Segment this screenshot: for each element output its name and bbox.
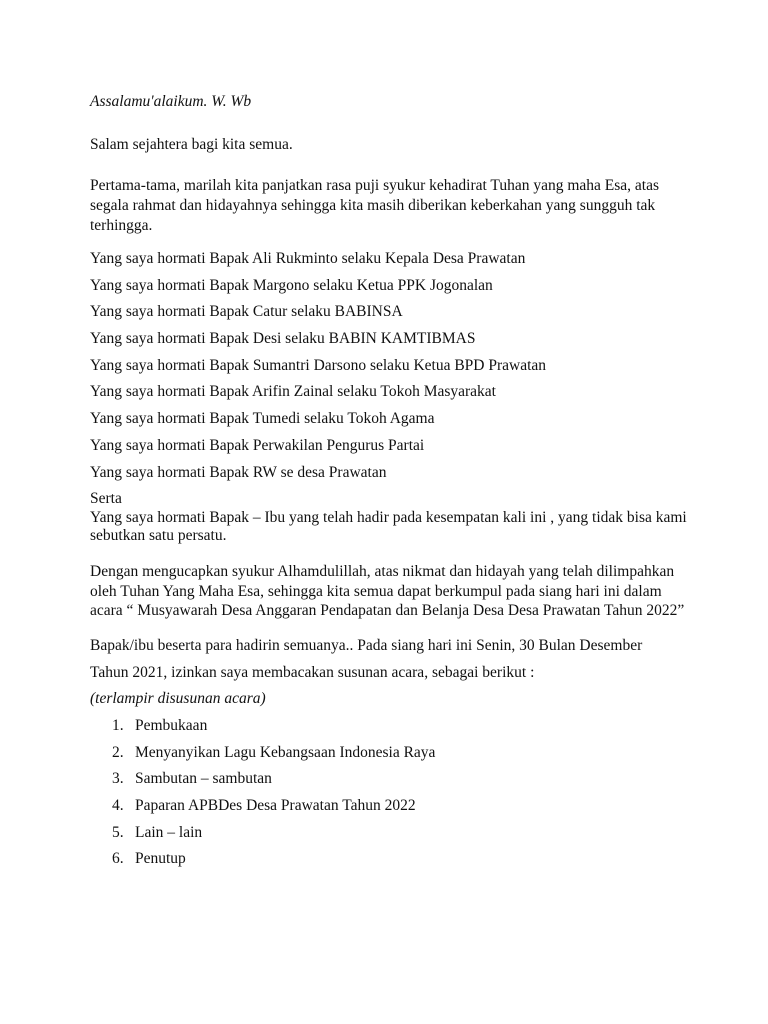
honor-line: Yang saya hormati Bapak Sumantri Darsono selaku Ketua BPD Prawatan [90,357,547,374]
agenda-text: Penutup [135,850,186,867]
opening-line: segala rahmat dan hidayahnya sehingga kita masih diberikan keberkahan yang sungguh tak [90,197,656,214]
agenda-number: 1. [112,717,124,734]
agenda-text: Menyanyikan Lagu Kebangsaan Indonesia Raya [135,744,436,761]
agenda-text: Sambutan – sambutan [135,770,272,787]
agenda-number: 3. [112,770,124,787]
honor-line: Yang saya hormati Bapak Catur selaku BABINSA [90,303,403,320]
opening-line: Pertama-tama, marilah kita panjatkan rasa puji syukur kehadirat Tuhan yang maha Esa, atas [90,177,660,194]
honor-line: Yang saya hormati Bapak RW se desa Prawatan [90,464,387,481]
agenda-text: Paparan APBDes Desa Prawatan Tahun 2022 [135,797,416,814]
honor-line: Yang saya hormati Bapak Perwakilan Pengurus Partai [90,437,425,454]
agenda-number: 4. [112,797,124,814]
honor-line: Yang saya hormati Bapak Desi selaku BABIN KAMTIBMAS [90,330,476,347]
salam-line: Salam sejahtera bagi kita semua. [90,136,293,153]
honor-line: Yang saya hormati Bapak Arifin Zainal selaku Tokoh Masyarakat [90,383,496,400]
greeting: Assalamu'alaikum. W. Wb [90,93,252,110]
agenda-text: Pembukaan [135,717,208,734]
serta-label: Serta [90,490,122,507]
agenda-number: 5. [112,824,124,841]
intro-line: Tahun 2021, izinkan saya membacakan susunan acara, sebagai berikut : [90,664,535,681]
intro-line: Bapak/ibu beserta para hadirin semuanya.. Pada siang hari ini Senin, 30 Bulan Desember [90,637,643,654]
opening-line: terhingga. [90,217,153,234]
agenda-number: 2. [112,744,124,761]
honor-line: Yang saya hormati Bapak Ali Rukminto selaku Kepala Desa Prawatan [90,250,526,267]
attached-note: (terlampir disusunan acara) [90,690,266,707]
thanks-line: acara “ Musyawarah Desa Anggaran Pendapatan dan Belanja Desa Desa Prawatan Tahun 2022” [90,602,685,619]
agenda-number: 6. [112,850,124,867]
serta-line: Yang saya hormati Bapak – Ibu yang telah hadir pada kesempatan kali ini , yang tidak bisa kami [90,509,687,526]
serta-line: sebutkan satu persatu. [90,527,227,544]
thanks-line: oleh Tuhan Yang Maha Esa, sehingga kita semua dapat berkumpul pada siang hari ini dalam [90,583,662,600]
agenda-text: Lain – lain [135,824,203,841]
honor-line: Yang saya hormati Bapak Tumedi selaku Tokoh Agama [90,410,435,427]
thanks-line: Dengan mengucapkan syukur Alhamdulillah, atas nikmat dan hidayah yang telah dilimpahkan [90,563,675,580]
honor-line: Yang saya hormati Bapak Margono selaku Ketua PPK Jogonalan [90,277,493,294]
